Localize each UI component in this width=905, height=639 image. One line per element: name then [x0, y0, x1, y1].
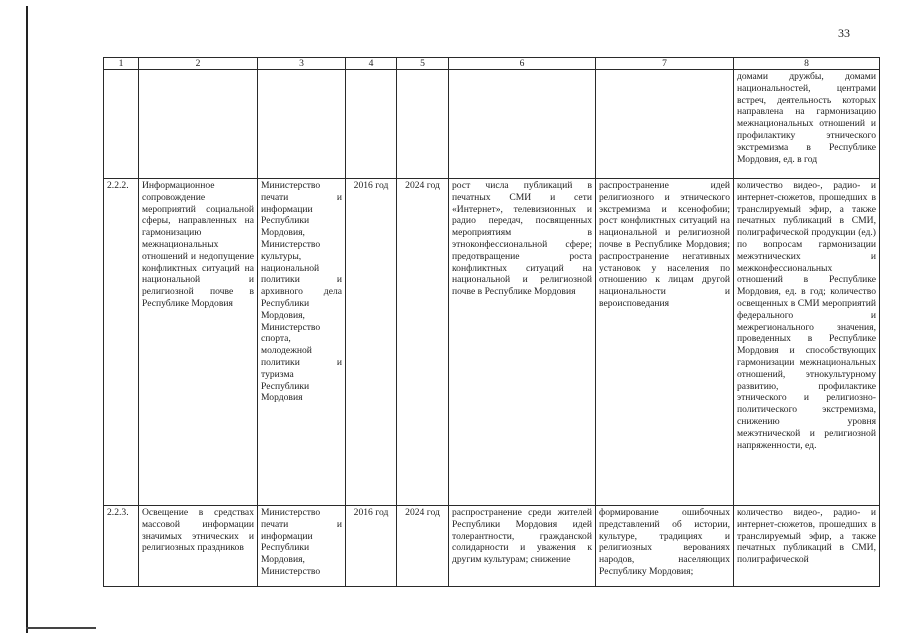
indicator-cell: количество видео-, радио- и интернет-сюжетов, прошедших в транслируемый эфир, а также печатных публикаций в СМИ, полиграфической продукции (ед.) по вопросам гармонизации межэтнических и межконфессиональных отношений в Республике Мордовия, ед. в год; количество освещенных в СМИ мероприятий федерального и межрегионального значения, проведенных в Республике Мордовия и способствующих гармонизации межнациональных отношений, этнокультурному развитию, профилактике этнического и религиозно-политического экстремизма, снижению уровня межэтнической и религиозной напряженности, ед. — [734, 179, 880, 506]
executor-cell: Министерство печати и информации Республики Мордовия, Министерство культуры, национальной политики и архивного дела Республики Мордовия, Министерство спорта, молодежной политики и туризма Республики Мордовия — [258, 179, 346, 506]
row-number-cell: 2.2.3. — [104, 506, 139, 587]
column-number: 7 — [596, 58, 734, 70]
end-year-cell: 2024 год — [397, 179, 449, 506]
start-year-cell: 2016 год — [346, 506, 397, 587]
table-row — [104, 70, 880, 179]
table-row — [104, 506, 880, 587]
result-cell: рост числа публикаций в печатных СМИ и сети «Интернет», телевизионных и радио передач, посвященных мероприятиям в этноконфессиональной сфере; предотвращение роста конфликтных ситуаций на национальной и религиозной почве в Республике Мордовия — [449, 179, 596, 506]
executor-cell — [258, 70, 346, 179]
row-number-cell: 2.2.2. — [104, 179, 139, 506]
indicator-cell: домами дружбы, домами национальностей, центрами встреч, деятельность которых направлена на гармонизацию межнациональных отношений и профилактику этнического экстремизма в Республике Мордовия, ед. в год — [734, 70, 880, 179]
executor-cell: Министерство печати и информации Республики Мордовия, Министерство — [258, 506, 346, 587]
end-year-cell: 2024 год — [397, 506, 449, 587]
risk-cell: распространение идей религиозного и этнического экстремизма и ксенофобии; рост конфликтных ситуаций на национальной и религиозной почве в Республике Мордовия; распространение негативных установок у населения по отношению к лицам другой национальности и вероисповедания — [596, 179, 734, 506]
column-number: 2 — [139, 58, 258, 70]
row-number-cell — [104, 70, 139, 179]
page-number: 33 — [838, 26, 850, 40]
result-cell: распространение среди жителей Республики Мордовия идей толерантности, гражданской солидарности и уважения к другим культурам; снижение — [449, 506, 596, 587]
event-cell: Информационное сопровождение мероприятий социальной сферы, направленных на гармонизацию межнациональных отношений и недопущение конфликтных ситуаций на национальной и религиозной почве в Республике Мордовия — [139, 179, 258, 506]
column-number: 1 — [104, 58, 139, 70]
start-year-cell: 2016 год — [346, 179, 397, 506]
column-number-row — [104, 58, 880, 70]
column-number: 8 — [734, 58, 880, 70]
program-table — [103, 57, 880, 587]
start-year-cell — [346, 70, 397, 179]
column-number: 4 — [346, 58, 397, 70]
event-cell: Освещение в средствах массовой информации значимых этнических и религиозных праздников — [139, 506, 258, 587]
risk-cell: формирование ошибочных представлений об истории, культуре, традициях и религиозных верованиях народов, населяющих Республику Мордовия; — [596, 506, 734, 587]
result-cell — [449, 70, 596, 179]
end-year-cell — [397, 70, 449, 179]
risk-cell — [596, 70, 734, 179]
table-row — [104, 179, 880, 506]
column-number: 6 — [449, 58, 596, 70]
event-cell — [139, 70, 258, 179]
scan-bottom-mark — [26, 627, 96, 629]
scan-left-edge — [0, 0, 30, 639]
column-number: 3 — [258, 58, 346, 70]
column-number: 5 — [397, 58, 449, 70]
indicator-cell: количество видео-, радио- и интернет-сюжетов, прошедших в транслируемый эфир, а также печатных публикаций в СМИ, полиграфической — [734, 506, 880, 587]
